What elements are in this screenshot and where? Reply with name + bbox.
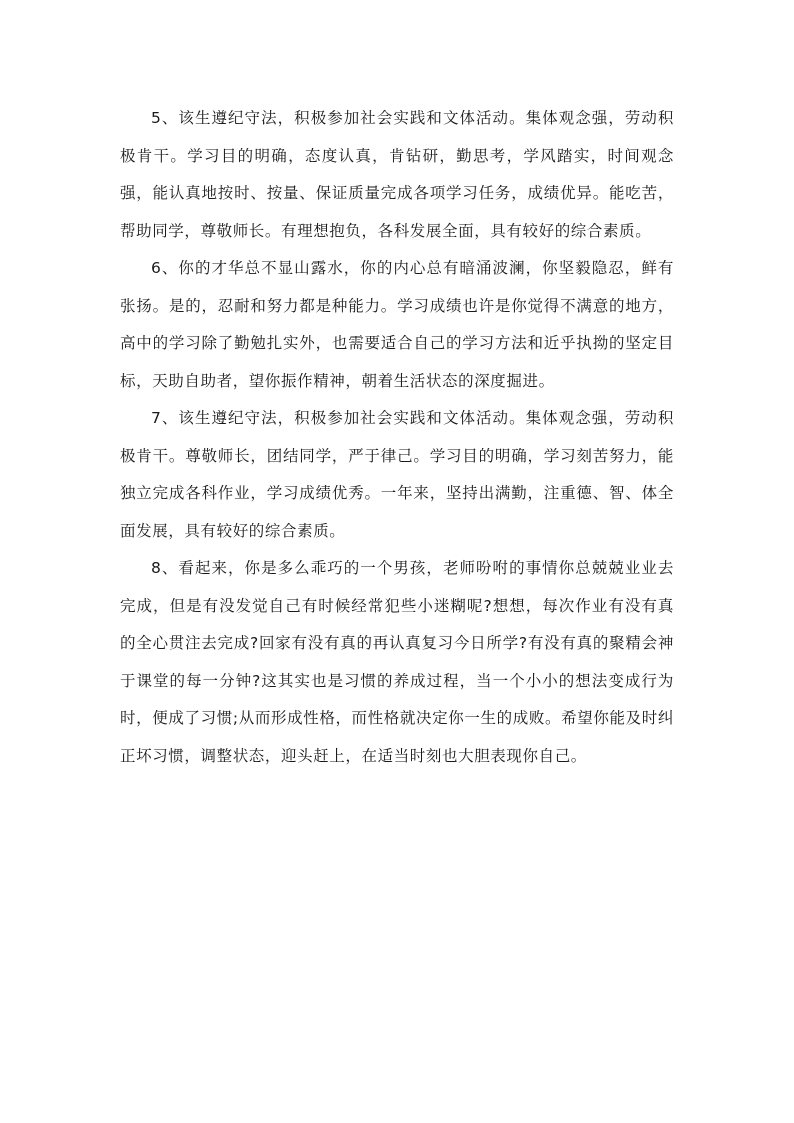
paragraph-8: 8、看起来，你是多么乖巧的一个男孩，老师吩咐的事情你总兢兢业业去完成，但是有没发觉自己有时候经常犯些小迷糊呢?想想，每次作业有没有真的全心贯注去完成?回家有没有真的再认真复习今日所学?有没有真的聚精会神于课堂的每一分钟?这其实也是习惯的养成过程，当一个小小的想法变成行为时，便成了习惯;从而形成性格，而性格就决定你一生的成败。希望你能及时纠正坏习惯，调整状态，迎头赶上，在适当时刻也大胆表现你自己。 bbox=[120, 559, 674, 765]
paragraph-7: 7、该生遵纪守法，积极参加社会实践和文体活动。集体观念强，劳动积极肯干。尊敬师长，团结同学，严于律己。学习目的明确，学习刻苦努力，能独立完成各科作业，学习成绩优秀。一年来，坚持出满勤，注重德、智、体全面发展，具有较好的综合素质。 bbox=[120, 409, 674, 540]
document-page bbox=[120, 100, 674, 775]
paragraph-6: 6、你的才华总不显山露水，你的内心总有暗涌波澜，你坚毅隐忍，鲜有张扬。是的，忍耐和努力都是种能力。学习成绩也许是你觉得不满意的地方，高中的学习除了勤勉扎实外，也需要适合自己的学习方法和近乎执拗的坚定目标，天助自助者，望你振作精神，朝着生活状态的深度掘进。 bbox=[120, 259, 674, 390]
paragraph-5: 5、该生遵纪守法，积极参加社会实践和文体活动。集体观念强，劳动积极肯干。学习目的明确，态度认真，肯钻研，勤思考，学风踏实，时间观念强，能认真地按时、按量、保证质量完成各项学习任务，成绩优异。能吃苦，帮助同学，尊敬师长。有理想抱负，各科发展全面，具有较好的综合素质。 bbox=[120, 109, 674, 240]
